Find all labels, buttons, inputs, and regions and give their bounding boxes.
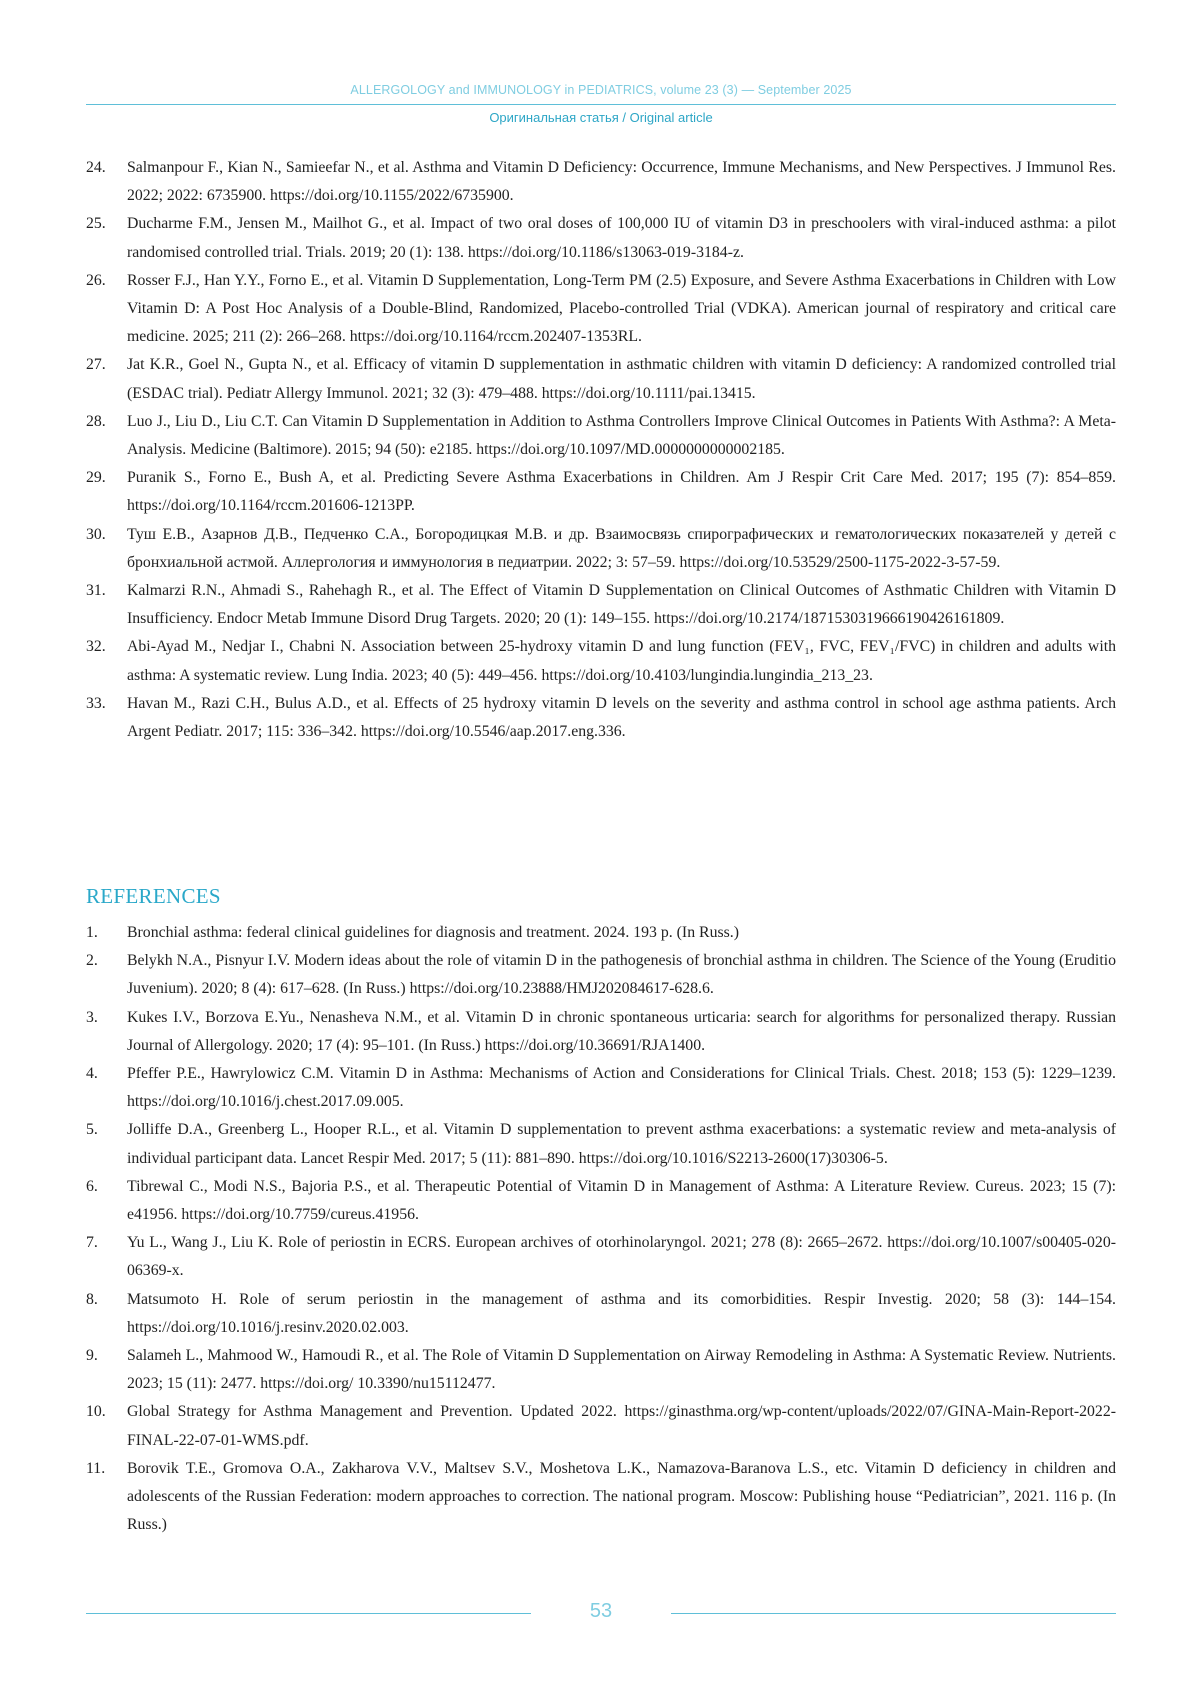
reference-text: Jolliffe D.A., Greenberg L., Hooper R.L., et al. Vitamin D supplementation to prevent asthma exacerbations: a systematic review and meta-analysis of individual participant data. Lancet Respir Med. 2017; 5 (11): 881–890. https://doi.org/10.1016/S2213-2600(17)30306-5. (127, 1121, 1116, 1167)
reference-number: 6. (86, 1177, 98, 1195)
header-divider (86, 104, 1116, 105)
reference-text: Jat K.R., Goel N., Gupta N., et al. Efficacy of vitamin D supplementation in asthmatic children with vitamin D deficiency: A randomized controlled trial (ESDAC trial). Pediatr Allergy Immunol. 2021; 32 (3): 479–488. https://doi.org/10.1111/pai.13415. (127, 356, 1116, 402)
page-number: 53 (589, 1600, 613, 1622)
reference-text: Salmanpour F., Kian N., Samieefar N., et al. Asthma and Vitamin D Deficiency: Occurrence, Immune Mechanisms, and New Perspectives. J Immunol Res. 2022; 2022: 6735900. https://doi.org/10.1155/2022/6735900. (127, 159, 1116, 205)
references-heading: REFERENCES (86, 884, 221, 908)
reference-item (86, 947, 1116, 1003)
reference-item (86, 267, 1116, 352)
reference-item (86, 154, 1116, 210)
reference-item (86, 919, 1116, 947)
reference-number: 1. (86, 924, 98, 941)
reference-text: Matsumoto H. Role of serum periostin in the management of asthma and its comorbidities. Respir Investig. 2020; 58 (3): 144–154. https://doi.org/10.1016/j.resinv.2020.02.003. (127, 1290, 1116, 1336)
reference-number: 31. (86, 582, 106, 600)
reference-number: 11. (86, 1459, 106, 1477)
reference-number: 33. (86, 694, 106, 712)
reference-number: 10. (86, 1403, 106, 1421)
reference-item (86, 1116, 1116, 1172)
reference-item (86, 690, 1116, 746)
reference-item (86, 1455, 1116, 1540)
reference-text: Luo J., Liu D., Liu C.T. Can Vitamin D Supplementation in Addition to Asthma Controllers Improve Clinical Outcomes in Patients With Asthma?: A Meta-Analysis. Medicine (Baltimore). 2015; 94 (50): e2185. https://doi.org/10.1097/MD.0000000000002185. (127, 412, 1116, 459)
reference-text: Borovik T.E., Gromova O.A., Zakharova V.V., Maltsev S.V., Moshetova L.K., Namazova-Baranova L.S., etc. Vitamin D deficiency in children and adolescents of the Russian Federation: modern approaches to correction. The national program. Moscow: Publishing house “Pediatrician”, 2021. 116 p. (In Russ.) (127, 1459, 1116, 1534)
reference-item (86, 1004, 1116, 1060)
reference-text: Bronchial asthma: federal clinical guidelines for diagnosis and treatment. 2024. 193 p. (In Russ.) (127, 924, 739, 941)
reference-item (86, 1060, 1116, 1116)
reference-text: Havan M., Razi C.H., Bulus A.D., et al. Effects of 25 hydroxy vitamin D levels on the severity and asthma control in school age asthma patients. Arch Argent Pediatr. 2017; 115: 336–342. https://doi.org/10.5546/aap.2017.eng.336. (127, 694, 1116, 741)
reference-text: Puranik S., Forno E., Bush A, et al. Predicting Severe Asthma Exacerbations in Children. Am J Respir Crit Care Med. 2017; 195 (7): 854–859. https://doi.org/10.1164/rccm.201606-1213PP. (127, 469, 1116, 515)
reference-item (86, 521, 1116, 577)
reference-list-russian-continued (86, 154, 1116, 746)
reference-number: 3. (86, 1008, 98, 1026)
reference-item (86, 464, 1116, 520)
footer-divider-left (86, 1613, 531, 1614)
reference-number: 5. (86, 1121, 98, 1139)
reference-text: Salameh L., Mahmood W., Hamoudi R., et al. The Role of Vitamin D Supplementation on Airway Remodeling in Asthma: A Systematic Review. Nutrients. 2023; 15 (11): 2477. https://doi.org/ 10.3390/nu15112477. (127, 1347, 1116, 1393)
reference-item (86, 1229, 1116, 1285)
reference-text: Tibrewal C., Modi N.S., Bajoria P.S., et al. Therapeutic Potential of Vitamin D in Management of Asthma: A Literature Review. Cureus. 2023; 15 (7): e41956. https://doi.org/10.7759/cureus.41956. (127, 1177, 1116, 1224)
reference-text: Туш Е.В., Азарнов Д.В., Педченко С.А., Богородицкая М.В. и др. Взаимосвязь спирографических и гематологических показателей у детей с бронхиальной астмой. Аллергология и иммунология в педиатрии. 2022; 3: 57–59. https://doi.org/10.53529/2500-1175-2022-3-57-59. (127, 525, 1116, 571)
reference-item (86, 633, 1116, 689)
reference-number: 30. (86, 525, 106, 543)
reference-text: Kalmarzi R.N., Ahmadi S., Rahehagh R., et al. The Effect of Vitamin D Supplementation on Clinical Outcomes of Asthmatic Children with Vitamin D Insufficiency. Endocr Metab Immune Disord Drug Targets. 2020; 20 (1): 149–155. https://doi.org/10.2174/1871530319666190426161809. (127, 582, 1116, 628)
reference-number: 7. (86, 1234, 98, 1252)
article-type-label: Оригинальная статья / Original article (489, 110, 713, 125)
reference-number: 24. (86, 159, 106, 176)
reference-list-english (86, 919, 1116, 1539)
reference-text: Global Strategy for Asthma Management and Prevention. Updated 2022. https://ginasthma.org/wp-content/uploads/2022/07/GINA-Main-Report-2022-FINAL-22-07-01-WMS.pdf. (127, 1403, 1116, 1449)
reference-text: Abi-Ayad M., Nedjar I., Chabni N. Association between 25-hydroxy vitamin D and lung function (FEV₁, FVC, FEV₁/FVC) in children and adults with asthma: A systematic review. Lung India. 2023; 40 (5): 449–456. https://doi.org/10.4103/lungindia.lungindia_213_23. (127, 638, 1116, 684)
reference-number: 9. (86, 1347, 98, 1365)
reference-number: 2. (86, 952, 98, 970)
reference-item (86, 1173, 1116, 1229)
reference-number: 28. (86, 412, 106, 430)
reference-text: Rosser F.J., Han Y.Y., Forno E., et al. Vitamin D Supplementation, Long-Term PM (2.5) Exposure, and Severe Asthma Exacerbations in Children with Low Vitamin D: A Post Hoc Analysis of a Double-Blind, Randomized, Placebo-controlled Trial (VDKA). American journal of respiratory and critical care medicine. 2025; 211 (2): 266–268. https://doi.org/10.1164/rccm.202407-1353RL. (127, 271, 1116, 346)
reference-number: 29. (86, 469, 106, 487)
reference-item (86, 408, 1116, 464)
journal-running-title: ALLERGOLOGY and IMMUNOLOGY in PEDIATRICS, volume 23 (3) — September 2025 (350, 83, 852, 97)
reference-item (86, 577, 1116, 633)
reference-number: 32. (86, 638, 106, 656)
reference-number: 26. (86, 271, 106, 289)
reference-number: 27. (86, 356, 106, 374)
reference-number: 25. (86, 215, 106, 233)
reference-text: Kukes I.V., Borzova E.Yu., Nenasheva N.M., et al. Vitamin D in chronic spontaneous urticaria: search for algorithms for personalized therapy. Russian Journal of Allergology. 2020; 17 (4): 95–101. (In Russ.) https://doi.org/10.36691/RJA1400. (127, 1008, 1116, 1054)
reference-number: 8. (86, 1290, 98, 1308)
reference-item (86, 1398, 1116, 1454)
reference-text: Ducharme F.M., Jensen M., Mailhot G., et al. Impact of two oral doses of 100,000 IU of vitamin D3 in preschoolers with viral-induced asthma: a pilot randomised controlled trial. Trials. 2019; 20 (1): 138. https://doi.org/10.1186/s13063-019-3184-z. (127, 215, 1116, 261)
reference-item (86, 210, 1116, 266)
reference-item (86, 1342, 1116, 1398)
reference-item (86, 1286, 1116, 1342)
footer-divider-right (671, 1613, 1116, 1614)
reference-number: 4. (86, 1065, 98, 1083)
reference-text: Yu L., Wang J., Liu K. Role of periostin in ECRS. European archives of otorhinolaryngol. 2021; 278 (8): 2665–2672. https://doi.org/10.1007/s00405-020-06369-x. (127, 1234, 1116, 1280)
reference-text: Belykh N.A., Pisnyur I.V. Modern ideas about the role of vitamin D in the pathogenesis of bronchial asthma in children. The Science of the Young (Eruditio Juvenium). 2020; 8 (4): 617–628. (In Russ.) https://doi.org/10.23888/HMJ202084617-628.6. (127, 952, 1116, 998)
reference-text: Pfeffer P.E., Hawrylowicz C.M. Vitamin D in Asthma: Mechanisms of Action and Considerations for Clinical Trials. Chest. 2018; 153 (5): 1229–1239. https://doi.org/10.1016/j.chest.2017.09.005. (127, 1065, 1116, 1111)
reference-item (86, 351, 1116, 407)
